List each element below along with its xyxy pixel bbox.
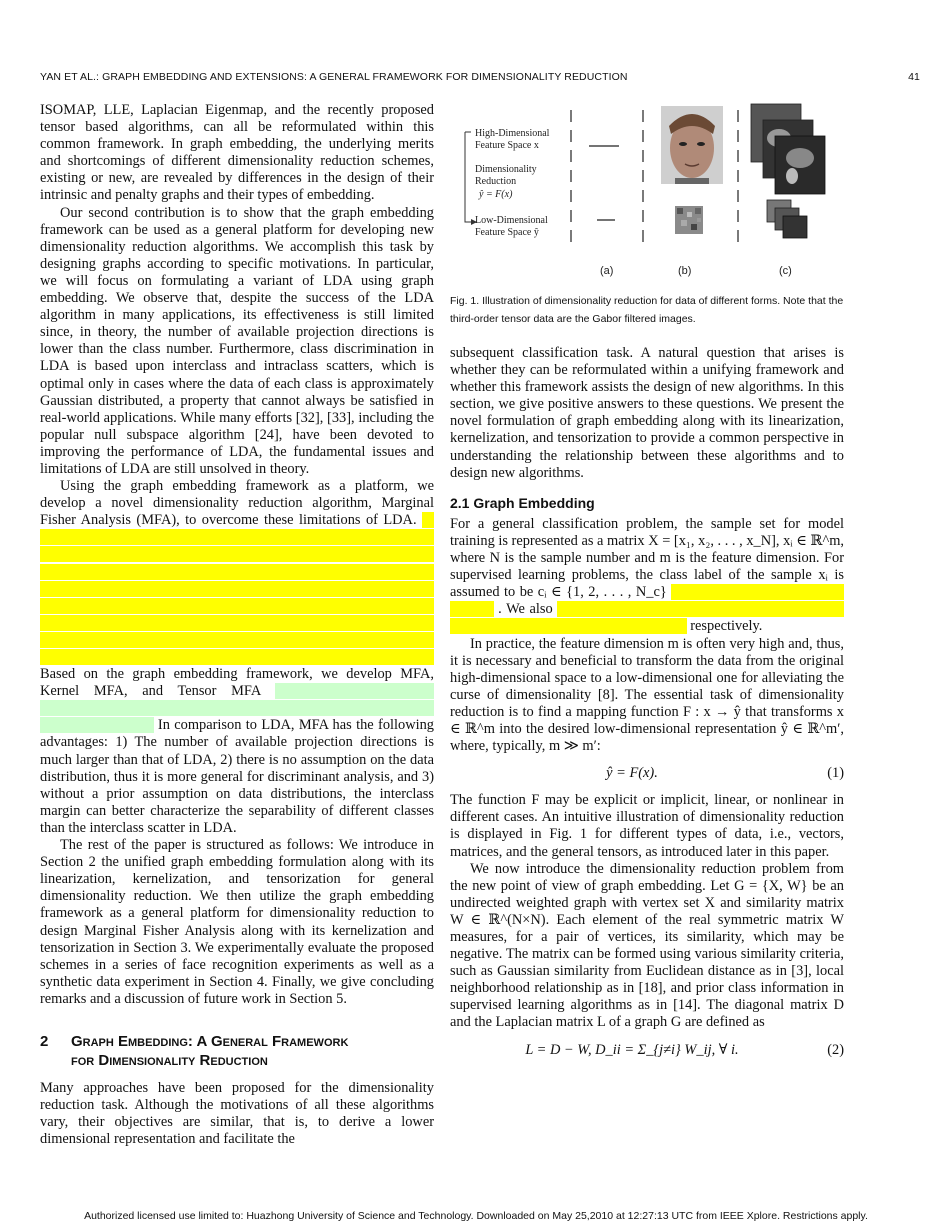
paragraph: In practice, the feature dimension m is often very high and, thus, it is necessary and beneficial to transform the data from the original high-dimensional space to a low-dimensional one for alleviating the curse of dimensionality [8]. The essential task of dimensionality reduction is to find a mapping function F : x → ŷ that transforms x ∈ ℝ^m into the desired low-dimensional representation ŷ ∈ ℝ^m′, where, typically, m ≫ m′: <box>450 635 844 755</box>
subsection-heading: 2.1 Graph Embedding <box>450 494 595 511</box>
panel-label-a: (a) <box>600 265 614 277</box>
label-dr-3: ŷ = F(x) <box>479 189 513 200</box>
text-run: Using the graph embedding framework as a platform, we develop a novel dimensionality reduction algorithm, Marginal Fisher Analysis (MFA), to overcome these limitations of LDA. <box>40 478 434 529</box>
section-heading <box>40 1032 434 1070</box>
paragraph: The function F may be explicit or implicit, linear, or nonlinear in different cases. An intuitive illustration of dimensionality reduction is displayed in Fig. 1 for different types of data, i.e., vectors, matrices, and the general tensors, as introduced later in this paper. <box>450 792 844 860</box>
paragraph: Our second contribution is to show that the graph embedding framework can be used as a general platform for developing new dimensionality reduction algorithms. We accomplish this task by designing graphs according to specific motivations. In particular, we will focus on formulating a variant of LDA using graph embedding. We observe that, despite the success of the LDA algorithm in many applications, its effectiveness is still limited since, in theory, the number of available projection directions is lower than the class number. Furthermore, class discrimination in LDA is based upon interclass and intraclass scatters, which is optimal only in cases where the data of each class is approximately Gaussian distributed, a property that cannot always be satisfied in real-world applications. While many efforts [32], [33], including the popular null subspace algorithm [24], have been devoted to improving the performance of LDA, the fundamental issues and limitations of LDA are still unsolved in theory. <box>40 204 434 477</box>
figure-caption: Fig. 1. Illustration of dimensionality reduction for data of different forms. Note that the third-order tensor data are the Gabor filtered images. <box>450 295 844 325</box>
equation-body: ŷ = F(x). <box>606 765 658 782</box>
label-high-2: Feature Space x <box>475 140 539 151</box>
left-column <box>40 102 434 1148</box>
text-run: In comparison to LDA, MFA has the following advantages: 1) The number of available projection directions is much larger than that of LDA, 2) there is no assumption on the data distribution, thus it is more general for discriminant analysis, and 3) without a prior assumption on data distributions, the interclass margin can better characterize the separability of different classes than the interclass scatter in LDA. <box>40 717 434 836</box>
noise-image <box>675 206 703 234</box>
panel-label-c: (c) <box>779 265 792 277</box>
paragraph: ISOMAP, LLE, Laplacian Eigenmap, and the recently proposed tensor based algorithms, can all be reformulated within this common framework. In graph embedding, the underlying merits and shortcomings of different dimensionality reduction schemes, existing or new, are revealed by differences in the design of their intrinsic and penalty graphs and their types of embedding. <box>40 102 434 204</box>
paragraph-highlighted <box>450 516 844 636</box>
page-number: 41 <box>908 71 920 83</box>
text-run: . We also <box>498 601 553 618</box>
right-column <box>450 345 844 1069</box>
tensor-high <box>751 104 825 194</box>
figure-illustration <box>455 96 845 286</box>
paragraph: subsequent classification task. A natural question that arises is whether they can be reformulated within a unifying framework and whether this framework assists the design of new algorithms. In this section, we give positive answers to these questions. We present the novel formulation of graph embedding along with its linearization, kernelization, and tensorization to provide a common perspective in understanding the relationship between these algorithms and to design new algorithms. <box>450 345 844 481</box>
equation-1 <box>450 765 844 782</box>
tensor-low <box>767 200 807 238</box>
equation-2 <box>450 1042 844 1059</box>
panel-label-b: (b) <box>678 265 692 277</box>
running-head <box>40 71 920 83</box>
paragraph: The rest of the paper is structured as follows: We introduce in Section 2 the unified graph embedding formulation along with its linearization, kernelization, and tensorization for general dimensionality reduction. We then utilize the graph embedding framework as a general platform for dimensionality reduction to design Marginal Fisher Analysis along with its kernelization and tensorization in Section 3. We experimentally evaluate the proposed schemes in a series of face recognition experiments as well as a synthetic data experiment in Section 4. Finally, we give concluding remarks and a discussion of future work in Section 5. <box>40 837 434 1007</box>
paragraph: We now introduce the dimensionality reduction problem from the new point of view of graph embedding. Let G = {X, W} be an undirected weighted graph with vertex set X and similarity matrix W ∈ ℝ^(N×N). Each element of the real symmetric matrix W measures, for a pair of vertices, its similarity, which may be negative. The matrix can be formed using various similarity criteria, such as Gaussian similarity from Euclidean distance as in [3], local neighborhood relationship as in [18], and prior class information in supervised learning algorithms as in [14]. The diagonal matrix D and the Laplacian matrix L of a graph G are defined as <box>450 860 844 1031</box>
face-image <box>661 106 723 184</box>
paragraph-highlighted <box>40 478 434 837</box>
section-number: 2 <box>40 1032 49 1050</box>
label-dr-1: Dimensionality <box>475 164 537 175</box>
label-low-2: Feature Space ŷ <box>475 227 539 238</box>
text-run: respectively. <box>690 618 763 635</box>
text-run: For a general classification problem, the sample set for model training is represented as a matrix X = [x₁, x₂, . . . , x_N], xᵢ ∈ ℝ^m, where N is the sample number and m is the feature dimension. For supervised learning problems, the class label of the sample xᵢ is assumed to be cᵢ ∈ {1, 2, . . . , N_c} <box>450 515 844 601</box>
section-title-line1: Graph Embedding: A General Framework <box>71 1032 349 1050</box>
flow-arrow <box>465 132 471 222</box>
equation-number: (1) <box>827 765 844 782</box>
footer-notice: Authorized licensed use limited to: Huazhong University of Science and Technology. Downloaded on May 25,2010 at 12:27:13 UTC from IEEE Xplore. Restrictions apply. <box>84 1210 868 1222</box>
equation-body: L = D − W, D_ii = Σ_{j≠i} W_ij, ∀ i. <box>525 1041 739 1058</box>
running-title: YAN ET AL.: GRAPH EMBEDDING AND EXTENSIONS: A GENERAL FRAMEWORK FOR DIMENSIONALITY REDUCTION <box>40 71 628 83</box>
label-low-1: Low-Dimensional <box>475 215 548 226</box>
text-run: Based on the graph embedding framework, we develop MFA, Kernel MFA, and Tensor MFA <box>40 666 434 700</box>
label-high-1: High-Dimensional <box>475 128 550 139</box>
section-title-line2: for Dimensionality Reduction <box>71 1051 268 1069</box>
equation-number: (2) <box>827 1041 844 1058</box>
yellow-highlight <box>40 512 434 665</box>
label-dr-2: Reduction <box>475 176 517 187</box>
paragraph: Many approaches have been proposed for the dimensionality reduction task. Although the motivations of all these algorithms vary, their objectives are similar, that is, to derive a lower dimensional representation and facilitate the <box>40 1079 434 1148</box>
